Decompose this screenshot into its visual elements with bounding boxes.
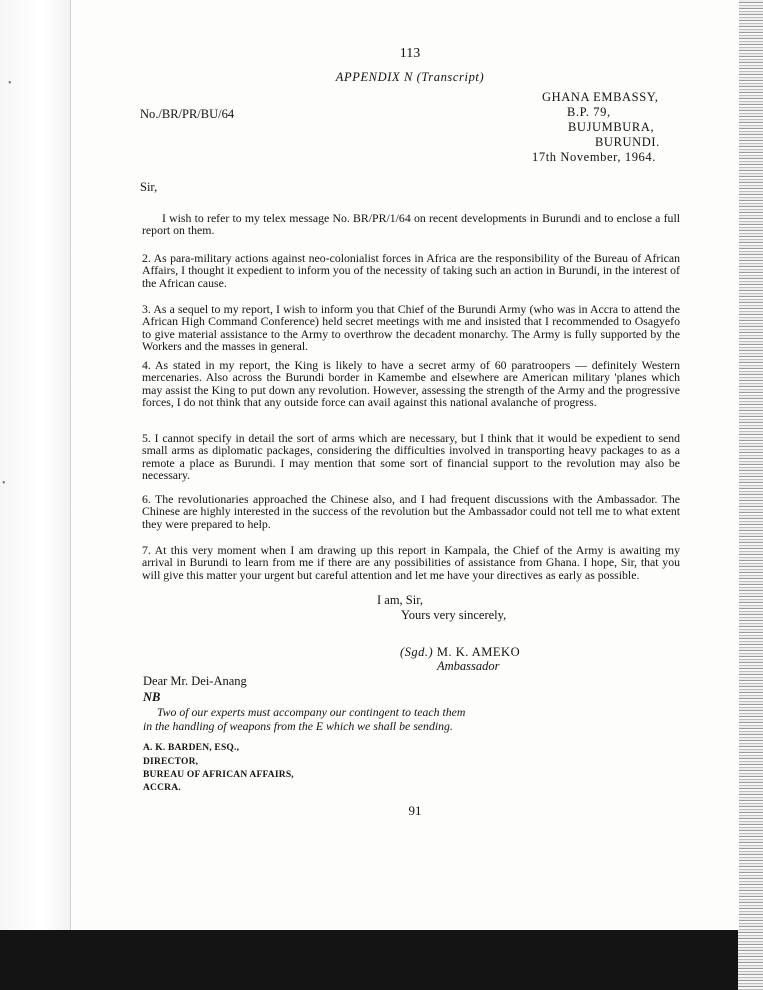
addressee-line: BUREAU OF AFRICAN AFFAIRS, (143, 770, 294, 780)
paragraph-5: 5. I cannot specify in detail the sort of arms which are necessary, but I think that it would be expedient to send small arms as diplomatic packages, considering the difficulties involved in transporting heavy packages to as a remote a place as Burundi. I may mention that some sort of financial support to the revolution may also be necessary. (142, 430, 680, 483)
addressee-line: ACCRA. (143, 783, 181, 793)
closing-sincerely: Yours very sincerely, (401, 608, 507, 622)
reference-number: No./BR/PR/BU/64 (140, 107, 235, 121)
handwritten-nb: NB (143, 690, 161, 704)
salutation: Sir, (140, 180, 158, 194)
address-line: BURUNDI. (595, 135, 660, 149)
handwritten-greeting: Dear Mr. Dei-Anang (143, 674, 247, 688)
page-number-bottom: 91 (408, 803, 422, 818)
address-line: B.P. 79, (567, 105, 611, 119)
handwritten-note-line: Two of our experts must accompany our contingent to teach them (157, 705, 466, 719)
scan-speck: • (8, 78, 12, 89)
scan-left-margin (0, 0, 70, 930)
paragraph-3: 3. As a sequel to my report, I wish to inform you that Chief of the Burundi Army (who was in Accra to attend the African High Command Conference) held secret meetings with me and insisted that I recommended to Osagyefo to give material assistance to the Army to overthrow the decadent monarchy. The Army is fully supported by the Workers and the masses in general. (142, 301, 680, 354)
signature-prefix: (Sgd.) (400, 645, 434, 659)
paragraph-4: 4. As stated in my report, the King is likely to have a secret army of 60 paratroopers — definitely Western mercenaries. Also across the Burundi border in Kamembe and elsewhere are American military 'planes which may assist the King to put down any revolution. However, assessing the strength of the Army and the progressive forces, I do not think that any outside force can avail against this national avalanche of progress. (142, 357, 680, 410)
appendix-label: APPENDIX N (335, 70, 413, 84)
closing-line: I am, Sir, (377, 593, 424, 607)
signature-line (400, 645, 520, 660)
handwritten-note-line: in the handling of weapons from the E which we shall be sending. (143, 719, 453, 733)
addressee-line: A. K. BARDEN, ESQ., (143, 743, 240, 753)
paragraph-6: 6. The revolutionaries approached the Chinese also, and I had frequent discussions with the Ambassador. The Chinese are highly interested in the success of the revolution but the Ambassador could not tell me to what extent they were prepared to help. (142, 491, 680, 531)
addressee-line: DIRECTOR, (143, 757, 199, 767)
appendix-note: (Transcript) (416, 70, 485, 84)
signature-title: Ambassador (437, 659, 500, 673)
scan-bottom-band (0, 930, 738, 990)
address-line: GHANA EMBASSY, (542, 90, 659, 104)
paragraph-2: 2. As para-military actions against neo-colonialist forces in Africa are the responsibility of the Bureau of African Affairs, I thought it expedient to inform you of the necessity of taking such an action in Burundi, in the interest of the African cause. (142, 250, 680, 290)
appendix-heading (300, 70, 520, 85)
book-page-edges (738, 0, 763, 990)
paragraph-1: I wish to refer to my telex message No. BR/PR/1/64 on recent developments in Burundi and to enclose a full report on them. (142, 210, 680, 238)
paragraph-7: 7. At this very moment when I am drawing up this report in Kampala, the Chief of the Army is awaiting my arrival in Burundi to learn from me if there are any possibilities of assistance from Ghana. I hope, Sir, that you will give this matter your urgent but careful attention and let me have your directives as early as possible. (142, 542, 680, 582)
page-number-top: 113 (399, 46, 421, 61)
scan-speck: • (2, 478, 6, 489)
letter-date: 17th November, 1964. (532, 150, 656, 164)
signature-name: M. K. AMEKO (436, 645, 521, 659)
address-line: BUJUMBURA, (568, 120, 655, 134)
